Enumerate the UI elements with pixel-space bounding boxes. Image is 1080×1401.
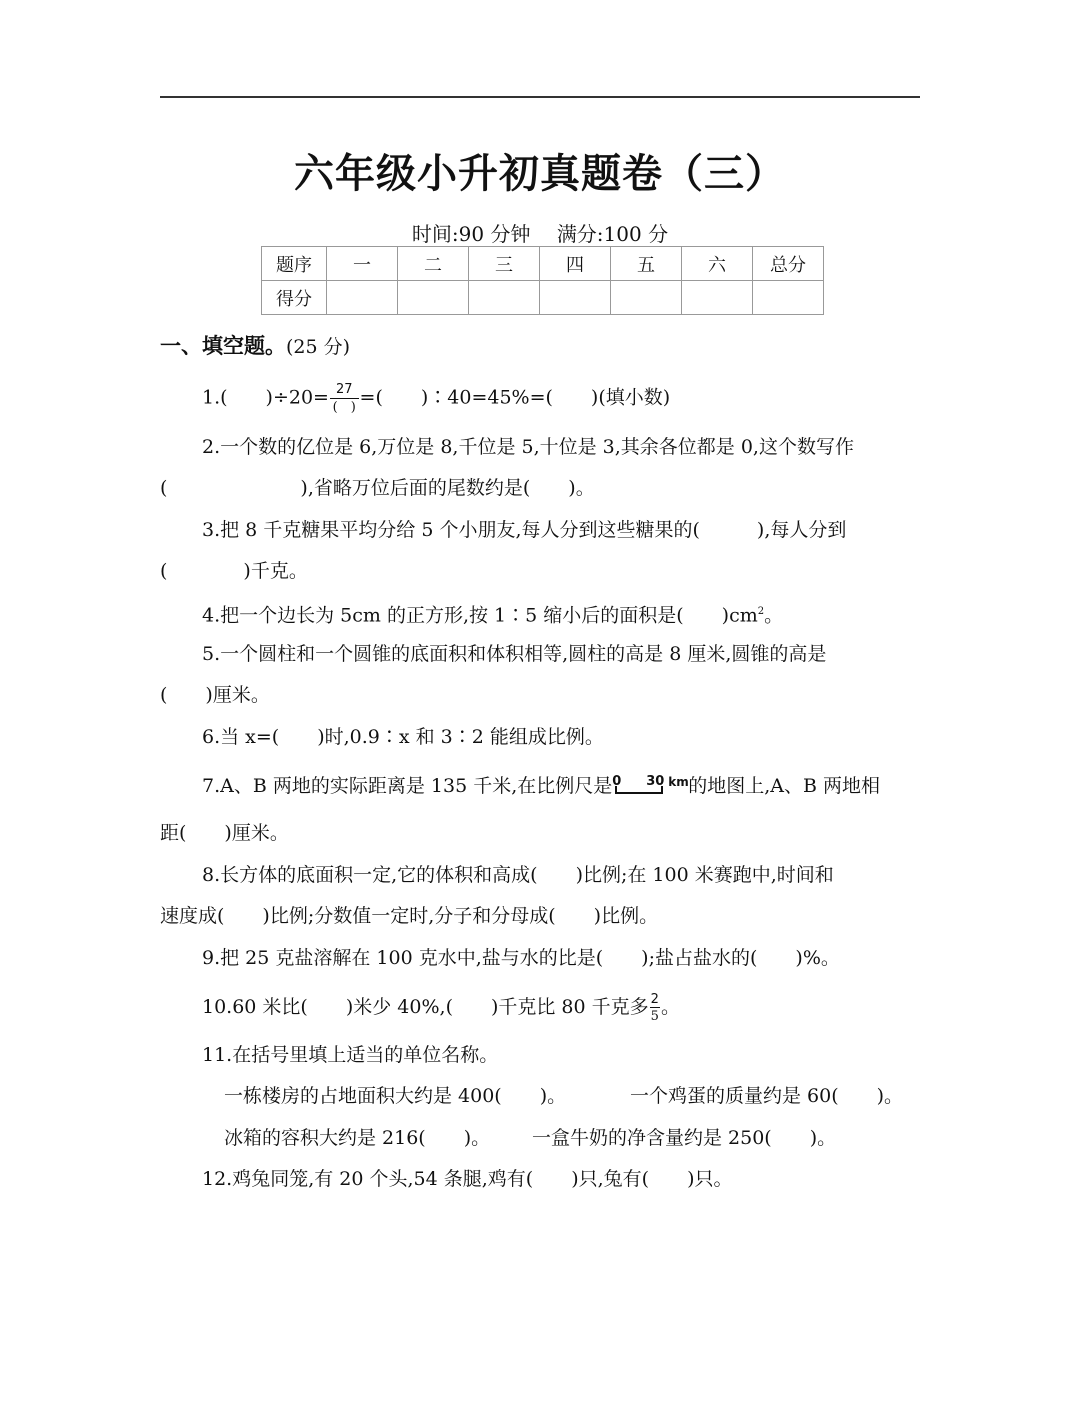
- question-7-line-1: [202, 773, 880, 799]
- score-table-header: 总分: [753, 247, 824, 281]
- scale-label-km: km: [668, 775, 689, 789]
- score-table-header: 题序: [262, 247, 327, 281]
- scale-label-thirty: 30: [646, 774, 665, 789]
- score-cell[interactable]: [611, 281, 682, 315]
- score-table-header: 一: [327, 247, 398, 281]
- question-1: [202, 383, 670, 414]
- scale-bar: [612, 773, 688, 799]
- fraction-numerator: 27: [330, 383, 359, 399]
- question-7-line-2: 距( )厘米。: [160, 822, 289, 844]
- fraction: [650, 993, 660, 1023]
- section-points: (25 分): [286, 336, 351, 358]
- question-8-line-1: 8.长方体的底面积一定,它的体积和高成( )比例;在 100 米赛跑中,时间和: [202, 864, 834, 886]
- question-11-item: 一栋楼房的占地面积大约是 400( )。: [224, 1085, 567, 1107]
- score-cell[interactable]: [753, 281, 824, 315]
- score-cell[interactable]: [327, 281, 398, 315]
- question-11-item: 一盒牛奶的净含量约是 250( )。: [532, 1127, 837, 1149]
- score-table-header: 四: [540, 247, 611, 281]
- score-cell[interactable]: [682, 281, 753, 315]
- score-table-header: 二: [398, 247, 469, 281]
- question-7-part-a: 7.A、B 两地的实际距离是 135 千米,在比例尺是: [202, 775, 613, 797]
- score-table: [261, 246, 824, 315]
- question-10-text: 10.60 米比( )米少 40%,( )千克比 80 千克多: [202, 996, 649, 1018]
- time-limit: 时间:90 分钟: [411, 222, 531, 246]
- score-cell[interactable]: [540, 281, 611, 315]
- question-1-part-a: 1.( )÷20=: [202, 386, 329, 409]
- exam-info: [0, 218, 1080, 247]
- question-10-end: 。: [660, 996, 680, 1018]
- score-table-header: 三: [469, 247, 540, 281]
- question-11-item: 一个鸡蛋的质量约是 60( )。: [630, 1085, 904, 1107]
- score-cell[interactable]: [469, 281, 540, 315]
- score-table-header: 六: [682, 247, 753, 281]
- page-title: 六年级小升初真题卷（三）: [294, 151, 786, 197]
- question-8-line-2: 速度成( )比例;分数值一定时,分子和分母成( )比例。: [160, 905, 659, 927]
- question-10: [202, 993, 680, 1023]
- full-score: 满分:100 分: [556, 222, 669, 246]
- section-heading: [160, 330, 350, 360]
- fraction: [330, 383, 359, 414]
- section-title: 一、填空题。: [160, 334, 286, 358]
- question-6: 6.当 x=( )时,0.9∶x 和 3∶2 能组成比例。: [202, 726, 604, 748]
- scale-bar-line: [615, 786, 663, 794]
- score-table-score-row: [262, 281, 824, 315]
- question-2-line-2: ( ),省略万位后面的尾数约是( )。: [160, 477, 595, 499]
- question-9: 9.把 25 克盐溶解在 100 克水中,盐与水的比是( );盐占盐水的( )%。: [202, 947, 840, 969]
- score-row-label: 得分: [262, 281, 327, 315]
- question-2-line-1: 2.一个数的亿位是 6,万位是 8,千位是 5,十位是 3,其余各位都是 0,这个数写作: [202, 436, 854, 458]
- top-rule: [160, 96, 920, 98]
- question-4-end: 。: [764, 604, 784, 627]
- superscript: 2: [757, 606, 765, 617]
- question-12: 12.鸡兔同笼,有 20 个头,54 条腿,鸡有( )只,兔有( )只。: [202, 1168, 733, 1190]
- question-1-part-b: =( )∶40=45%=( )(填小数): [359, 386, 671, 409]
- fraction-denominator: 5: [650, 1009, 659, 1024]
- score-table-header-row: [262, 247, 824, 281]
- question-4: [202, 599, 783, 628]
- question-11-item: 冰箱的容积大约是 216( )。: [224, 1127, 491, 1149]
- question-3-line-1: 3.把 8 千克糖果平均分给 5 个小朋友,每人分到这些糖果的( ),每人分到: [202, 519, 847, 541]
- fraction-denominator: ( ): [332, 400, 356, 415]
- question-3-line-2: ( )千克。: [160, 560, 308, 582]
- question-5-line-1: 5.一个圆柱和一个圆锥的底面积和体积相等,圆柱的高是 8 厘米,圆锥的高是: [202, 643, 827, 665]
- fraction-numerator: 2: [650, 992, 659, 1007]
- question-4-text: 4.把一个边长为 5cm 的正方形,按 1∶5 缩小后的面积是( )cm: [202, 604, 758, 627]
- question-5-line-2: ( )厘米。: [160, 684, 270, 706]
- question-11-title: 11.在括号里填上适当的单位名称。: [202, 1044, 499, 1066]
- scale-label-zero: 0: [612, 774, 622, 789]
- score-table-header: 五: [611, 247, 682, 281]
- score-cell[interactable]: [398, 281, 469, 315]
- question-7-part-b: 的地图上,A、B 两地相: [688, 775, 881, 797]
